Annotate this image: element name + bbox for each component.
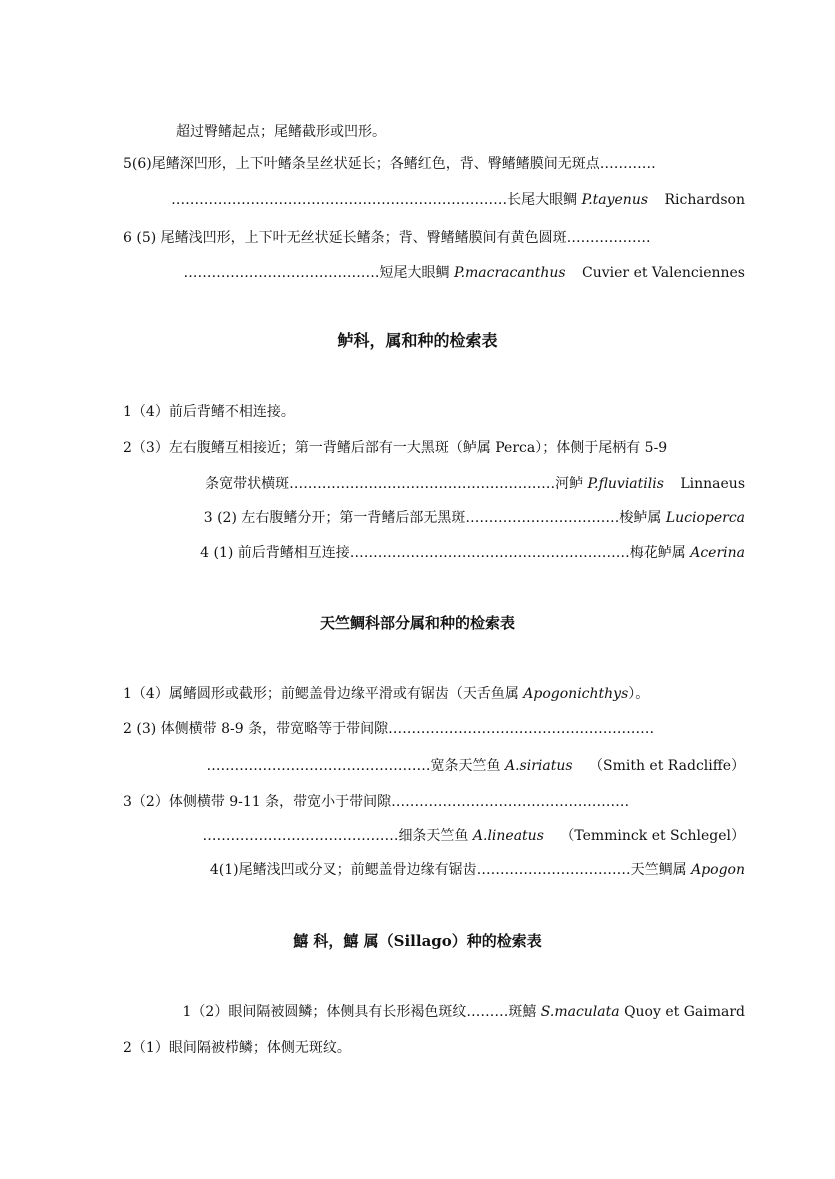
key-line: [123, 719, 745, 739]
key-dots-common-name: 4 (1) 前后背鳍相互连接……………………………………………………梅花鲈属: [200, 545, 686, 561]
key-line: [123, 684, 745, 704]
key-text: 6 (5) 尾鳍浅凹形，上下叶无丝状延长鳍条；背、臀鳍鳍膜间有黄色圆斑………………: [123, 230, 651, 246]
author-name: （Smith et Radcliffe）: [589, 758, 745, 774]
section-heading: 鱚 科，鱚 属（Sillago）种的检索表: [293, 932, 542, 950]
key-text: 3（2）体侧横带 9-11 条，带宽小于带间隙……………………………………………: [123, 794, 630, 810]
scientific-name: Lucioperca: [665, 510, 745, 526]
key-dots-common-name: …………………………………………宽条天竺鱼: [206, 758, 501, 774]
key-line: [123, 792, 745, 812]
key-dots-common-name: ……………………………………短尾大眼鲷: [183, 265, 450, 281]
key-line-result: [123, 860, 745, 880]
key-text: 超过臀鳍起点；尾鳍截形或凹形。: [176, 124, 386, 140]
key-text: 2（1）眼间隔被栉鳞；体侧无斑纹。: [123, 1040, 351, 1056]
scientific-name: P.tayenus: [581, 192, 649, 208]
key-text: 1（2）眼间隔被圆鳞；体侧具有长形褐色斑纹………斑鱚: [182, 1004, 537, 1020]
scientific-name: A.lineatus: [472, 828, 544, 844]
section-heading: 天竺鲷科部分属和种的检索表: [319, 614, 515, 632]
key-line-result: [160, 263, 745, 283]
key-line: [123, 438, 745, 458]
key-text: 2 (3) 体侧横带 8-9 条，带宽略等于带间隙…………………………………………………: [123, 721, 655, 737]
scientific-name: Acerina: [690, 545, 745, 561]
key-line: [123, 402, 745, 422]
key-line-result: [160, 826, 745, 846]
key-line-result: [123, 508, 745, 528]
key-line-result: [176, 474, 745, 494]
section-heading: 鲈科，属和种的检索表: [337, 331, 498, 350]
scientific-name: S.maculata: [540, 1004, 620, 1020]
scientific-name: P.fluviatilis: [587, 476, 664, 492]
key-line-result: [160, 756, 745, 776]
scientific-name: A.siriatus: [504, 758, 573, 774]
key-dots-common-name: 条宽带状横斑…………………………………………………河鲈: [205, 476, 584, 492]
key-line-result: [160, 190, 745, 210]
key-text-end: ）。: [628, 686, 650, 702]
key-line-result: [123, 1002, 745, 1022]
key-text: 5(6)尾鳍深凹形，上下叶鳍条呈丝状延长；各鳍红色，背、臀鳍鳍膜间无斑点…………: [123, 156, 656, 172]
key-text: 2（3）左右腹鳍互相接近；第一背鳍后部有一大黑斑（鲈属 Perca）；体侧于尾柄有 5-9: [123, 440, 668, 456]
key-dots-common-name: ………………………………………………………………长尾大眼鲷: [171, 192, 578, 208]
scientific-name: P.macracanthus: [453, 265, 566, 281]
key-dots-common-name: 3 (2) 左右腹鳍分开；第一背鳍后部无黑斑……………………………梭鲈属: [203, 510, 662, 526]
author-name: Richardson: [664, 192, 745, 208]
key-line-continuation: [176, 122, 745, 142]
key-text: 1（4）属鳍圆形或截形；前鳃盖骨边缘平滑或有锯齿（天舌鱼属: [123, 686, 519, 702]
key-dots-common-name: 4(1)尾鳍浅凹或分叉；前鳃盖骨边缘有锯齿……………………………天竺鲷属: [209, 862, 687, 878]
author-name: Linnaeus: [680, 476, 745, 492]
author-name: Quoy et Gaimard: [624, 1004, 745, 1020]
scientific-name: Apogon: [691, 862, 745, 878]
key-dots-common-name: ……………………………………细条天竺鱼: [202, 828, 469, 844]
key-line-result: [123, 543, 745, 563]
scientific-name: Apogonichthys: [523, 686, 629, 702]
author-name: Cuvier et Valenciennes: [582, 265, 745, 281]
key-line: [123, 228, 745, 248]
key-text: 1（4）前后背鳍不相连接。: [123, 404, 295, 420]
key-line: [123, 154, 745, 174]
key-line: [123, 1038, 745, 1058]
author-name: （Temminck et Schlegel）: [560, 828, 745, 844]
